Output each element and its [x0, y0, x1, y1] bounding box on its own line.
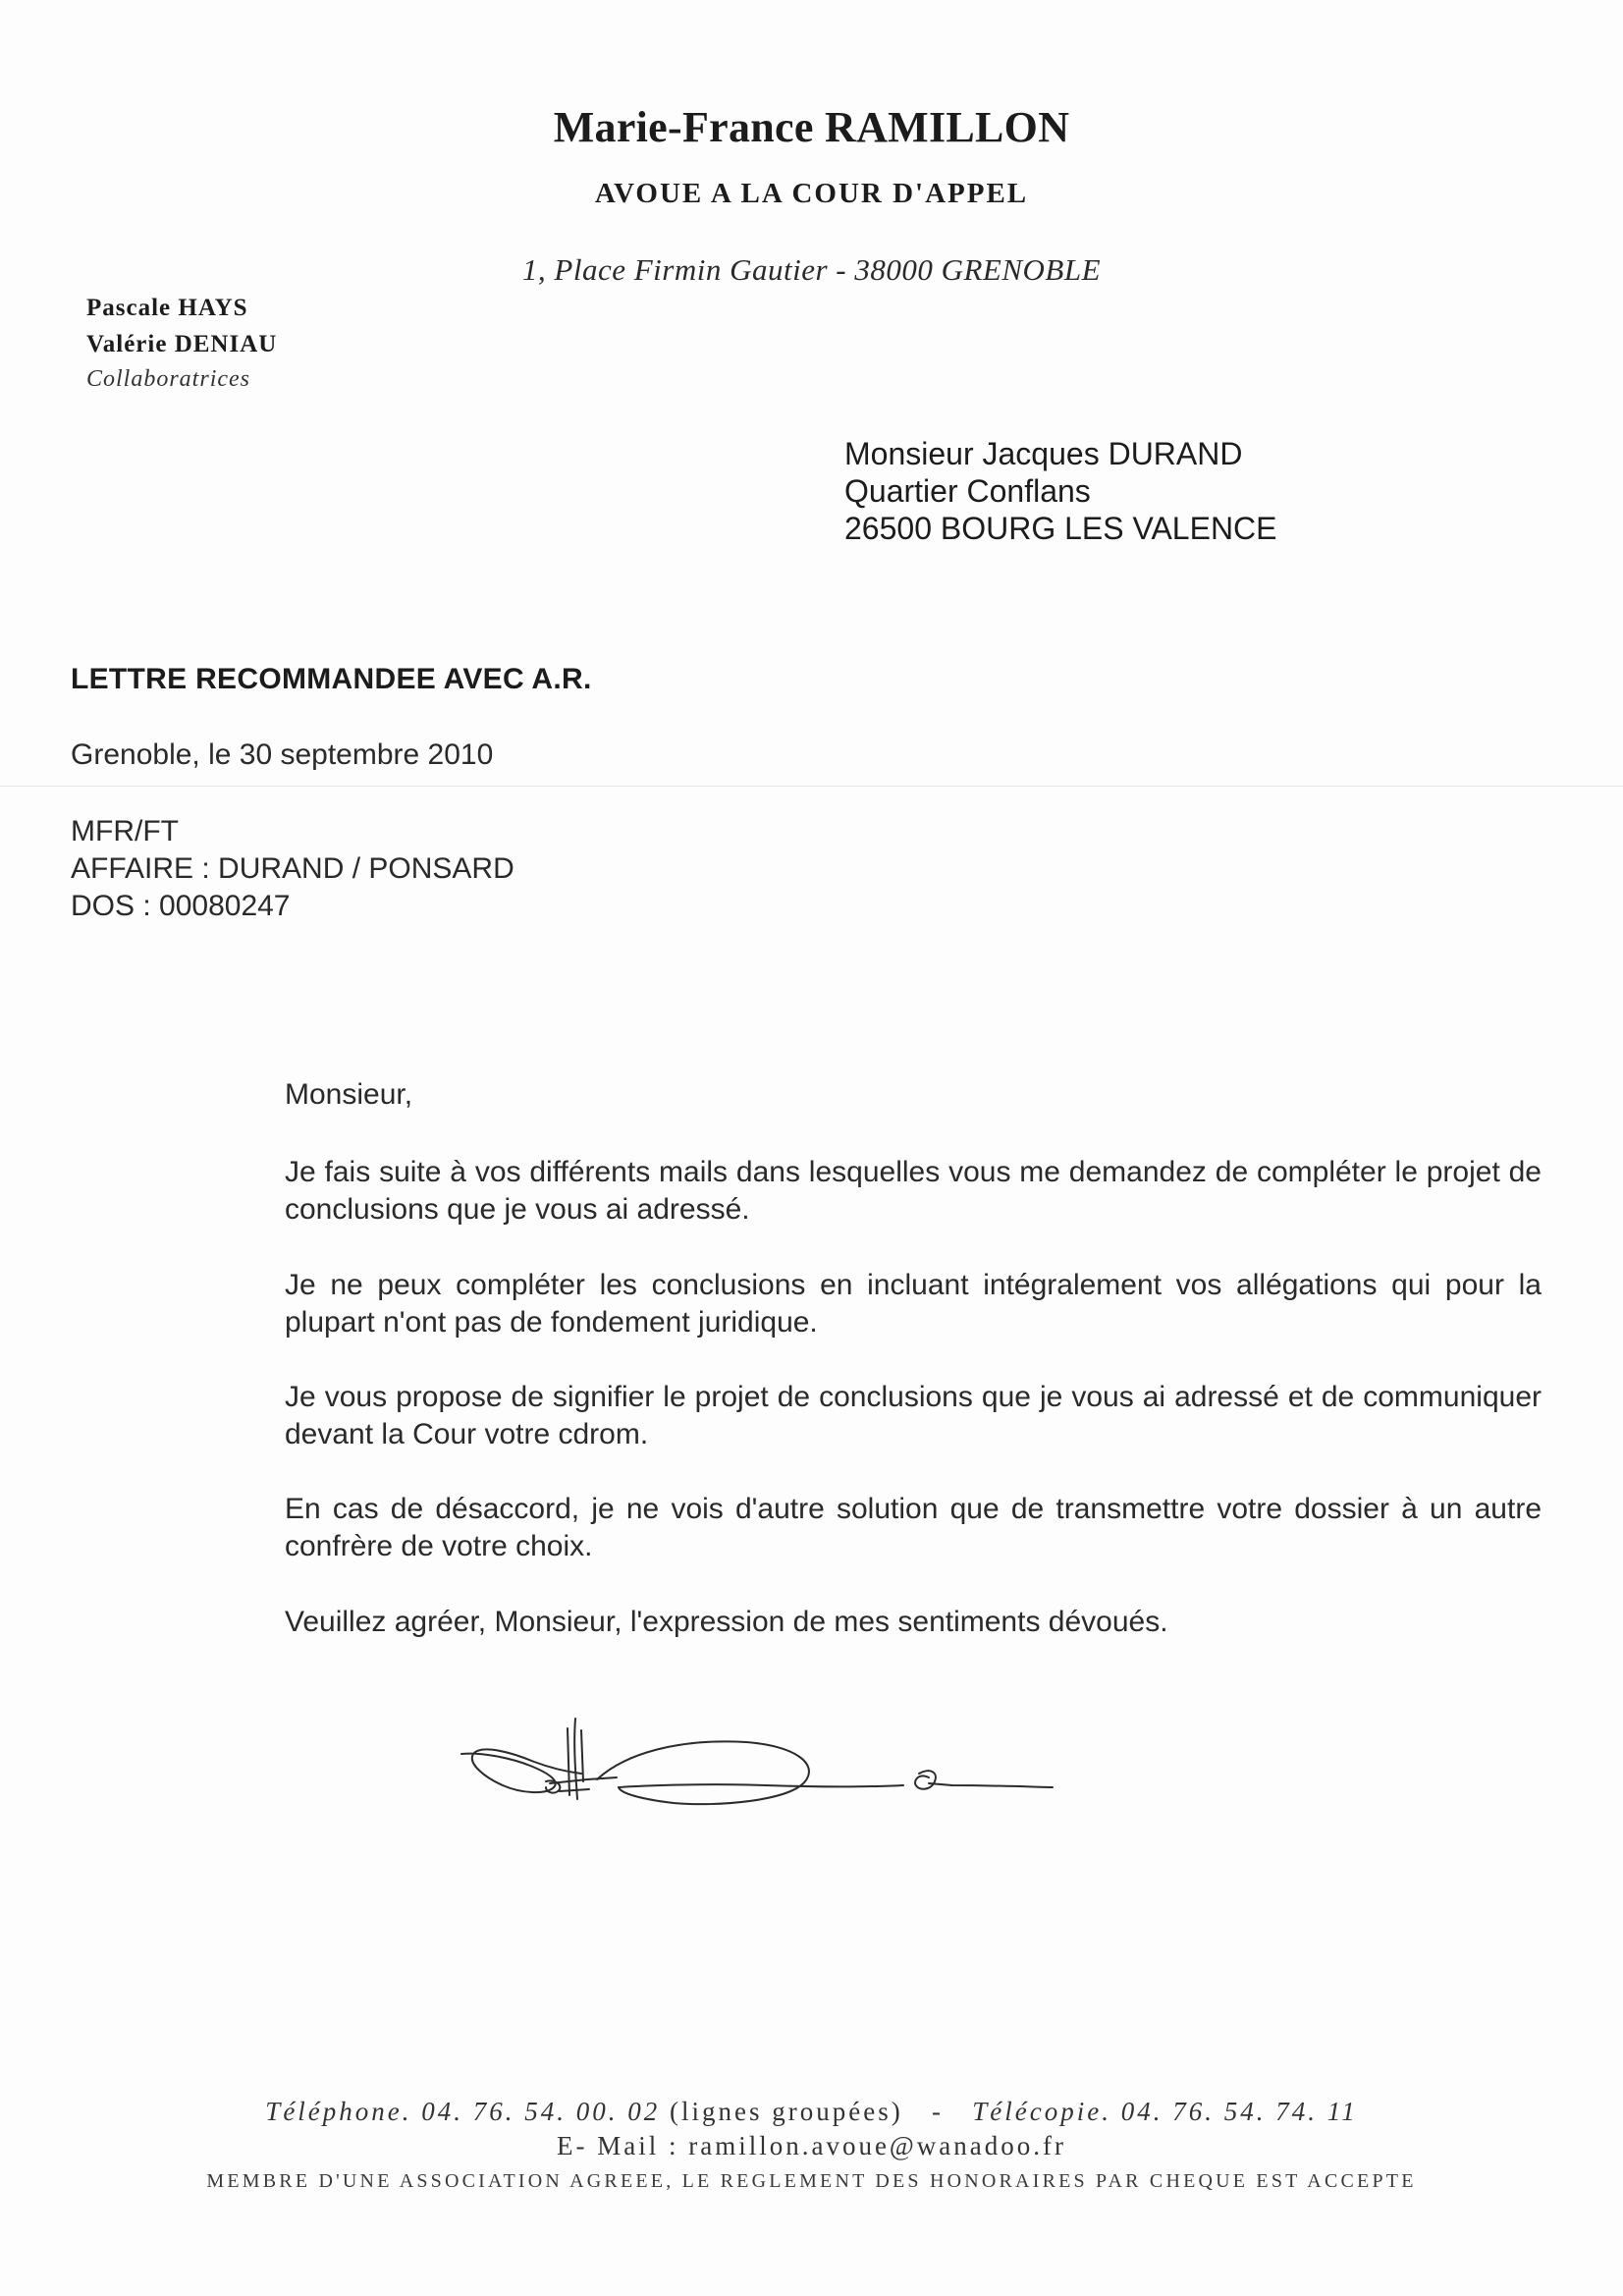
handwritten-signature: [452, 1709, 1070, 1856]
phone-label: Téléphone.: [265, 2097, 412, 2126]
place-date: Grenoble, le 30 septembre 2010: [71, 738, 494, 771]
recipient-street: Quartier Conflans: [844, 473, 1091, 509]
closing-paragraph: Veuillez agréer, Monsieur, l'expression de mes sentiments dévoués.: [285, 1606, 1168, 1638]
body-paragraph: Je ne peux compléter les conclusions en incluant intégralement vos allégations qui pour la plupart n'ont pas de fondement juridique.: [285, 1269, 1542, 1339]
sender-name: Marie-France RAMILLON: [553, 103, 1070, 151]
letter-type: LETTRE RECOMMANDEE AVEC A.R.: [71, 663, 592, 695]
body-paragraph: Je fais suite à vos différents mails dans lesquelles vous me demandez de compléter le projet de conclusions que je vous ai adressé.: [285, 1156, 1542, 1226]
reference: MFR/FT: [71, 815, 179, 847]
dossier-number: DOS : 00080247: [71, 890, 291, 922]
body-paragraph: En cas de désaccord, je ne vois d'autre solution que de transmettre votre dossier à un autre confrère de votre choix.: [285, 1493, 1542, 1562]
recipient-name: Monsieur Jacques DURAND: [844, 436, 1243, 471]
salutation: Monsieur,: [285, 1078, 413, 1111]
body-paragraph: Je vous propose de signifier le projet de conclusions que je vous ai adressé et de communiquer devant la Cour votre cdrom.: [285, 1381, 1542, 1450]
affaire: AFFAIRE : DURAND / PONSARD: [71, 852, 514, 885]
phone-number: 04. 76. 54. 00. 02: [421, 2097, 661, 2126]
sender-title: AVOUE A LA COUR D'APPEL: [594, 178, 1029, 209]
collaborator-2: Valérie DENIAU: [86, 331, 278, 357]
sender-address: 1, Place Firmin Gautier - 38000 GRENOBLE: [521, 252, 1102, 287]
footer-notice: MEMBRE D'UNE ASSOCIATION AGREEE, LE REGLEMENT DES HONORAIRES PAR CHEQUE EST ACCEPTE: [206, 2170, 1417, 2192]
footer-separator: -: [931, 2097, 944, 2126]
collaborators-label: Collaboratrices: [86, 366, 251, 392]
fax-number: 04. 76. 54. 74. 11: [1120, 2097, 1358, 2126]
fold-line: [0, 786, 1623, 787]
recipient-city: 26500 BOURG LES VALENCE: [844, 511, 1277, 546]
fax-label: Télécopie.: [972, 2097, 1111, 2126]
collaborator-1: Pascale HAYS: [86, 295, 248, 321]
footer-email: E- Mail : ramillon.avoue@wanadoo.fr: [557, 2131, 1066, 2160]
footer-phone-fax: [0, 2097, 1623, 2127]
phone-note: (lignes groupées): [670, 2097, 903, 2126]
